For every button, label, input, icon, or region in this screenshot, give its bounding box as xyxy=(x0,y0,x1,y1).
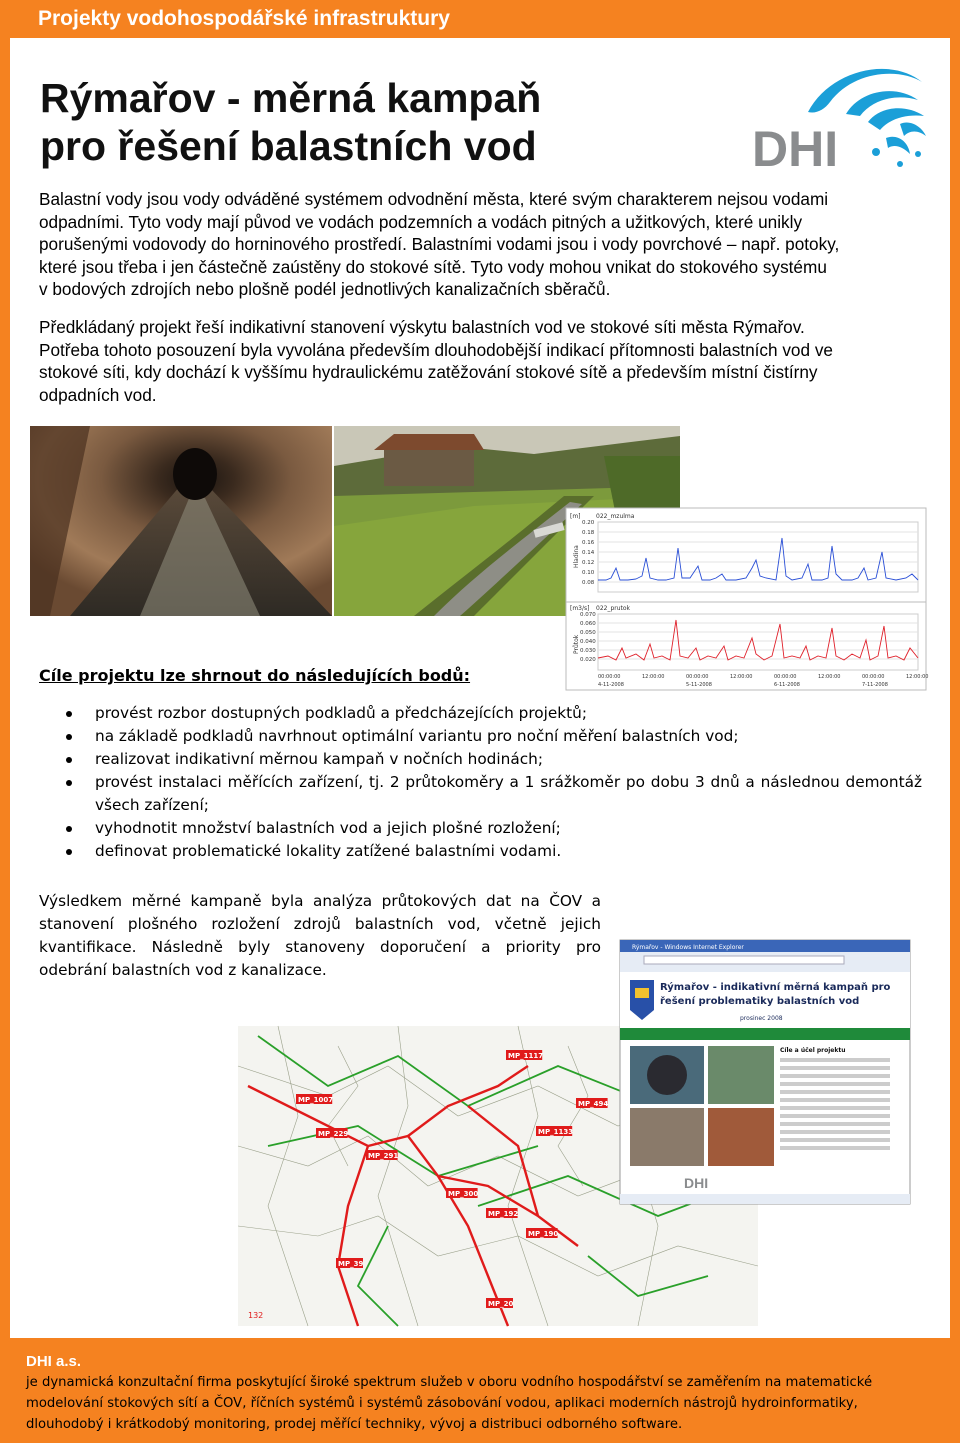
goal-item: provést rozbor dostupných podkladů a předcházejících projektů; xyxy=(62,702,922,725)
project-paragraph xyxy=(39,316,921,406)
graph-x-date: 6-11-2008 xyxy=(774,682,800,688)
map-label: MP_20 xyxy=(488,1300,514,1308)
graph-top-tick: 0.14 xyxy=(582,550,595,556)
footer-description xyxy=(26,1372,926,1435)
dhi-wave-logo-icon xyxy=(750,60,930,177)
map-label: MP_300 xyxy=(448,1190,479,1198)
footer-line: dlouhodobý i krátkodobý monitoring, prodej měřící techniky, vývoj a distribuci odborného software. xyxy=(26,1417,683,1432)
browser-page-title-1: Rýmařov - indikativní měrná kampaň pro xyxy=(660,982,891,993)
goals-heading: Cíle projektu lze shrnout do následujících bodů: xyxy=(39,666,471,685)
goal-item: realizovat indikativní měrnou kampaň v nočních hodinách; xyxy=(62,748,922,771)
graph-bottom-tick: 0.040 xyxy=(580,639,596,645)
title-line-2: pro řešení balastních vod xyxy=(40,123,537,169)
graph-x-date: 4-11-2008 xyxy=(598,682,624,688)
graph-x-tick: 00:00:00 xyxy=(598,674,621,680)
graph-top-label: 022_mzulma xyxy=(596,513,635,520)
intro-line: porušenými vodovody do horninového prostředí. Balastními vodami jsou i vody povrchové – např. potoky, xyxy=(39,234,840,254)
graph-top-tick: 0.12 xyxy=(582,560,595,566)
browser-page-title-2: řešení problematiky balastních vod xyxy=(660,996,860,1007)
top-banner xyxy=(0,0,960,38)
graph-top-unit-label: [m] xyxy=(570,513,581,520)
goal-item: provést instalaci měřících zařízení, tj. 2 průtokoměry a 1 srážkoměr po dobu 3 dnů a následnou demontáž všech zařízení; xyxy=(62,771,922,817)
footer xyxy=(0,1338,960,1443)
map-label: MP_1007 xyxy=(298,1096,334,1104)
flow-level-graph xyxy=(566,508,929,690)
graph-x-tick: 12:00:00 xyxy=(906,674,929,680)
graph-top-unit: Hladina xyxy=(573,545,580,568)
graph-top-tick: 0.08 xyxy=(582,580,595,586)
graph-bottom-tick: 0.050 xyxy=(580,630,596,636)
result-paragraph: Výsledkem měrné kampaně byla analýza průtokových dat na ČOV a stanovení plošného rozložení zdrojů balastních vod, včetně jejich kvantifikace. Následně byly stanoveny doporučení a priority pro odebrání balastních vod z kanalizace. xyxy=(39,892,601,979)
intro-line: v bodových zdrojích nebo plošně podél jednotlivých kanalizačních sběračů. xyxy=(39,279,611,299)
map-label: MP_39 xyxy=(338,1260,364,1268)
footer-line: je dynamická konzultační firma poskytující široké spektrum služeb v oboru vodního hospodářství se zaměřením na matematické xyxy=(26,1375,873,1390)
sewer-pipe-photo xyxy=(30,426,332,616)
graph-bottom-tick: 0.070 xyxy=(580,612,596,618)
goals-list xyxy=(62,702,922,863)
intro-line: které jsou třeba i jen částečně zaústěny do stokové sítě. Tyto vody mohou vnikat do stokového systému xyxy=(39,256,827,277)
map-number: 132 xyxy=(248,1311,264,1320)
graph-x-date: 5-11-2008 xyxy=(686,682,712,688)
footer-line: modelování stokových sítí a ČOV, říčních systémů i systémů zásobování vodou, aplikaci moderních nástrojů hydroinformatiky, xyxy=(26,1396,858,1411)
browser-logo: DHI xyxy=(684,1175,709,1191)
graph-bottom-tick: 0.020 xyxy=(580,657,596,663)
graph-bottom-tick: 0.060 xyxy=(580,621,596,627)
map-label: MP_1133 xyxy=(538,1128,574,1136)
web-presentation-screenshot xyxy=(620,940,910,1204)
logo-text: DHI xyxy=(752,121,839,177)
graph-x-tick: 12:00:00 xyxy=(730,674,753,680)
map-label: MP_1117 xyxy=(508,1052,544,1060)
graph-top-tick: 0.20 xyxy=(582,520,595,526)
map-label: MP_192 xyxy=(488,1210,519,1218)
graph-bottom-unit-label: [m3/s] xyxy=(570,605,590,612)
project-line: Předkládaný projekt řeší indikativní stanovení výskytu balastních vod ve stokové síti města Rýmařov. xyxy=(39,317,805,337)
project-line: odpadních vod. xyxy=(39,384,157,405)
project-line: Potřeba tohoto posouzení byla vyvolána především dlouhodobější indikací přítomnosti balastních vod ve xyxy=(39,339,833,360)
goal-item: vyhodnotit množství balastních vod a jejich plošné rozložení; xyxy=(62,817,922,840)
graph-x-tick: 00:00:00 xyxy=(862,674,885,680)
map-label: MP_190 xyxy=(528,1230,559,1238)
banner-title: Projekty vodohospodářské infrastruktury xyxy=(38,7,450,30)
project-line: stokové síti, kdy dochází k vyššímu hydraulickému zatěžování stokové sítě a především místní čistírny xyxy=(39,362,818,382)
map-label: MP_494 xyxy=(578,1100,609,1108)
map-label: MP_291 xyxy=(368,1152,399,1160)
browser-date: prosinec 2008 xyxy=(740,1015,783,1022)
graph-bottom-label: 022_prutok xyxy=(596,605,631,612)
goal-item: na základě podkladů navrhnout optimální variantu pro noční měření balastních vod; xyxy=(62,725,922,748)
title-line-1: Rýmařov - měrná kampaň xyxy=(40,75,542,121)
page-title xyxy=(40,74,541,170)
graph-x-tick: 12:00:00 xyxy=(818,674,841,680)
goal-item: definovat problematické lokality zatížené balastními vodami. xyxy=(62,840,922,863)
graph-x-tick: 00:00:00 xyxy=(686,674,709,680)
intro-line: Balastní vody jsou vody odváděné systémem odvodnění města, které svým charakterem nejsou vodami xyxy=(39,189,829,209)
intro-line: odpadními. Tyto vody mají původ ve vodách podzemních a vodách pitných a užitkových, které unikly xyxy=(39,211,803,232)
footer-company: DHI a.s. xyxy=(26,1353,82,1370)
graph-top-tick: 0.16 xyxy=(582,540,595,546)
browser-section: Cíle a účel projektu xyxy=(780,1047,846,1054)
graph-x-tick: 12:00:00 xyxy=(642,674,665,680)
graph-top-tick: 0.18 xyxy=(582,530,595,536)
graph-x-date: 7-11-2008 xyxy=(862,682,888,688)
map-label: MP_229 xyxy=(318,1130,349,1138)
graph-bottom-unit: Průtok xyxy=(573,634,580,654)
intro-paragraph xyxy=(39,188,921,301)
graph-top-tick: 0.10 xyxy=(582,570,595,576)
graph-x-tick: 00:00:00 xyxy=(774,674,797,680)
graph-bottom-tick: 0.030 xyxy=(580,648,596,654)
browser-window-title: Rýmařov - Windows Internet Explorer xyxy=(632,944,744,951)
